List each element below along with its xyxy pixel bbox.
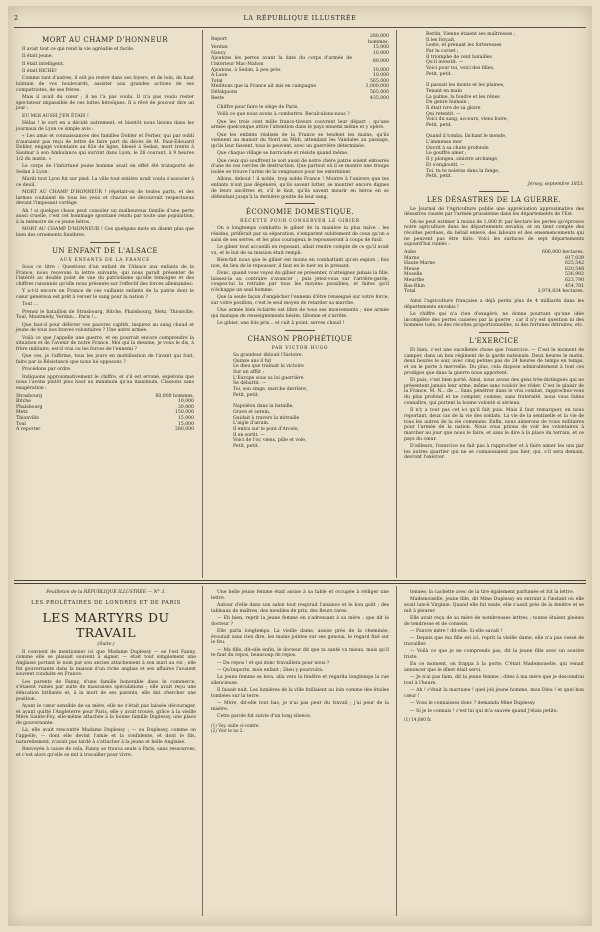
- column-1: [16, 32, 194, 437]
- paragraph: Cette parole fut suivie d'un long silence.: [217, 714, 312, 720]
- footnotes: [404, 717, 584, 722]
- paragraph: Il avait tout ce qui rend la vie agréable et facile.: [22, 47, 135, 52]
- paragraph: Comme tant d'autres, il eût pu rester dans ses foyers, et de loin, du haut lointain de vos boulevards, assister aux grandes actions de ses compatriotes, de ses frères.: [16, 76, 194, 93]
- poem-line: Voici pour toi, voici des filles,: [426, 66, 495, 72]
- paragraph: Le corps de l'infortuné jeune homme avait en effet été transporté de Sedan à Lyon.: [16, 164, 194, 175]
- paragraph: Que chaque village se barricade et résiste quand même.: [217, 151, 349, 157]
- paragraph: Ainsi l'agriculture française a déjà perdu plus de 4 milliards dans les départements envahis !: [404, 298, 584, 310]
- poem-line: Petit, petit.: [233, 392, 259, 398]
- table-row: A reporter 280,000: [16, 427, 194, 433]
- poem-line: Il les forçait,: [426, 37, 456, 43]
- paragraph: Mardi tout Lyon fut sur pied. La ville tout entière avait voulu s'associer à ce deuil.: [16, 177, 194, 188]
- paragraph: — Je n'ai pas faim, dit la jeune femme ; dites à ma mère que je descendrai tout à l'heure.: [404, 675, 584, 686]
- table-row: Moselle 536,992: [404, 272, 584, 278]
- paragraph: — Ma fille, dit-elle enfin, le docteur dit que ta santé va mieux, mais qu'il te faut du repos, beaucoup de repos.: [211, 647, 389, 659]
- poem-line: Ouvrit à sa chute profonde: [426, 145, 489, 151]
- paragraph: Le gibier tout accueilli en reposant, allait rendre compte de ce qu'il avait vu, et le but de sa mission était rempli.: [211, 244, 389, 256]
- table-row: Nancy 10,000: [211, 50, 389, 56]
- departments-table: [404, 250, 584, 295]
- article-title: CHANSON PROPHÉTIQUE: [247, 335, 353, 344]
- section-rule: [479, 332, 509, 333]
- paragraph: Hélas ! le sort en a décidé autrement, et bientôt nous lisions dans les journaux de Lyon ce simple avis :: [16, 120, 194, 132]
- article-body: [404, 299, 584, 329]
- table-row: Meurthe 623,790: [404, 278, 584, 284]
- paragraph: — Vous le connaissez donc ? demanda Mme Duplessy.: [410, 701, 536, 707]
- paragraph: — Si je le connais ! c'est lui qui m'a sauvée quand j'étais petite.: [410, 708, 559, 714]
- paragraph: EU MOI AUSSI J'EN ÉTAIS !: [22, 113, 89, 119]
- paragraph: Elle parla longtemps. La vieille dame, assise près de la cheminée, écoutait sans rien dire, les mains jointes sur ses genoux, le regard fixé sur le feu.: [211, 629, 389, 646]
- poem-line: Petit, petit.: [426, 123, 452, 128]
- column-divider: [202, 586, 203, 916]
- paragraph: Mademoiselle, jeune fille, dit Mme Duplessy en entrant à l'instant où elle avait lancé Virginie. Quand elle fut seule, elle s'assit près de la fenêtre et se mit à pleurer.: [404, 597, 584, 614]
- poem-line: Grave et serein,: [233, 409, 271, 415]
- paragraph: Sous ce titre : Questions d'un enfant de l'Alsace aux enfants de la France, nous recevons la lettre suivante, qui nous paraît présenter de l'intérêt au double point de vue du patriotisme qu'elle témoigne et des chiffres raisonnés qu'elle nous présente sur l'effectif des forces allemandes:: [16, 264, 194, 287]
- poem-line: Toi, tu te noieras dans la fange,: [426, 168, 500, 174]
- section-rule: [285, 203, 315, 204]
- column-3: [404, 32, 584, 463]
- newspaper-page: [8, 6, 592, 926]
- section-rule: [285, 330, 315, 331]
- poem-line: Leste, et prenant les forteresses: [426, 43, 502, 49]
- paragraph: Mais il avait du cœur ; il ne l'a pas voulu. Il n'a pas voulu rester spectateur impassible de ces luttes héroïques. Il a rêvé de pouvoir dire un jour :: [16, 94, 194, 112]
- paragraph: — Qu'importe, mon enfant ; Dieu y pourvoira.: [217, 668, 324, 673]
- paragraph: Il était intelligent,: [22, 61, 65, 67]
- table-row: Marne 817,039: [404, 255, 584, 261]
- table-row: Total 3,974,834 hectares.: [404, 289, 584, 295]
- table-row: Thionville 15,000: [16, 416, 194, 421]
- paragraph: On ne peut estimer à moins de 1,000 fr. par hectare les pertes qu'éprouve notre agriculture dans les départements envahis, et on tient compte des récoltes perdues, du bétail enlevé, des labours et des ensemencements qui ne peuvent pas être faits. Voici les surfaces de sept départements aujourd'hui ruinés :: [404, 219, 584, 248]
- paragraph: Le gibier, une fois pris... et cuit à point, serves chaud !: [217, 321, 345, 327]
- poem-line: Toi, son singe, marche derrière,: [233, 387, 308, 393]
- article-body: [16, 265, 194, 392]
- article-body: [404, 348, 584, 461]
- poem-continued: [404, 32, 584, 180]
- paragraph: Que la seule façon d'empêcher l'ennemi d'être renseigné sur votre force, sur votre position, c'est le seul moyen de retarder sa marche.: [211, 295, 389, 307]
- paragraph: Allons, debout ! il noble, trop noble France ! Montre à l'univers que tes enfants n'ont pas dégénéré, qu'ils savent lutter, se montrer encore dignes de leurs ancêtres et, s'il le faut, qu'ils savent mourir en héros en se défendant jusqu'à la dernière goutte de leur sang.: [211, 177, 389, 200]
- paragraph: tenuée, la cachette avec de la tire également parfumée et fut la lettre.: [410, 590, 575, 595]
- poem-line: Il passait les monts et les plaines,: [426, 83, 505, 89]
- column-divider: [202, 30, 203, 578]
- paragraph: Le Journal de l'Agriculture publie une appréciation approximative des désastres causés par l'armée prussienne dans les départements de l'Est.: [404, 206, 584, 218]
- table-row: Metz 150,000: [16, 410, 194, 416]
- table-row: A Laon 10,000: [211, 73, 389, 79]
- article-body: [16, 47, 194, 239]
- poem-line: L'immense mer: [426, 140, 462, 146]
- troops-table: [16, 394, 194, 433]
- feuilleton-column-2: [211, 590, 389, 734]
- table-row: Ajoutons les pertes avant la date du corps d'armée de l'intérieur Mac-Mahon 80,000: [211, 56, 389, 67]
- feuilleton-rule: [14, 580, 586, 581]
- poem-line: Qu'il investit. —: [426, 60, 464, 66]
- feuilleton-subtitle: LES PROLÉTAIRES DE LONDRES ET DE PARIS: [31, 600, 181, 606]
- page-number: 2: [14, 14, 19, 22]
- table-row: Aube 606,000 hectares.: [404, 250, 584, 256]
- feuilleton-suite: (Suite.): [97, 641, 115, 647]
- paragraph: Une belle jeune femme était assise à sa table et occupée à rédiger une lettre.: [211, 590, 389, 601]
- article-body: [211, 226, 389, 327]
- feuilleton-title: LES MARTYRS DU TRAVAIL: [42, 609, 170, 640]
- paragraph: Les parents de Fanny, d'une famille honorable dans le commerce, s'étaient ruinés par suite de mauvaises spéculations ; elle avait reçu une éducation brillante et, à la mort de ses parents, elle dut chercher une position.: [16, 679, 196, 702]
- poem-line: Quand il tomba, lâchant le monde,: [426, 134, 507, 140]
- poem-line: Sur un affût ;: [233, 370, 264, 376]
- table-row: Reste 435,000: [211, 95, 389, 101]
- paragraph: Là, elle avait rencontré Madame Duplessy ; — ou Duplessy, comme on l'appelle, — dont elle devint l'amie et la confidente, et dont le fils, naturellement, n'avait pas tardé à s'attacher à la jeune et belle Anglaise.: [16, 728, 196, 745]
- feuilleton-kicker: Feuilleton de la RÉPUBLIQUE ILLUSTRÉE — N° 3.: [46, 590, 166, 595]
- poem-line: Napoléon dans la bataille,: [233, 404, 294, 410]
- paragraph: — Voilà ce que je ne comprends pas, dit la jeune fille avec un sourire triste.: [404, 649, 584, 660]
- paragraph: Il était RICHE!: [22, 68, 57, 74]
- paragraph: Bien-fait nous que le gibier est moins en combattant qu'en espion ; fois non, du lieu de le repousser, il faut en le tuer en le prenant.: [211, 257, 389, 269]
- paragraph: Indiquons approximativement le chiffre, et s'il est erroné, espérons que nous l'avons plutôt plus haut au minimum qu'au maximum. Classons sans exagération :: [16, 374, 194, 391]
- header-rule: [14, 27, 586, 28]
- feuilleton-column-3: [404, 590, 584, 723]
- paragraph: — Mère, dit-elle tout bas, je n'ai pas peur du travail ; j'ai peur de la misère.: [211, 701, 389, 712]
- column-divider: [396, 30, 397, 578]
- paragraph: Autour d'elle dans son salon tout respirait l'aisance et le bon goût ; des tableaux de maîtres, des meubles de prix, des fleurs rares.: [211, 603, 389, 614]
- poem-line: Le dieu que traînait la victoire: [233, 364, 304, 370]
- poem: [211, 353, 389, 450]
- paragraph: Que les enfants réalisés de la France se tendent les mains, qu'ils viennent au manoir du Nord au Midi, attendant les Vandales au passage, qu'ils leur fassent, tous le peuvent, avec un guerrière déterminée.: [211, 132, 389, 150]
- table-row: Strasbourg 60,000 hommes.: [16, 393, 194, 399]
- poem-line: Petit, petit.: [426, 71, 452, 77]
- poem-line: La palme, la foudre et les rênes: [426, 94, 500, 100]
- table-row: Ajoutons, à Sedan, à peu près 10,000: [211, 67, 389, 73]
- paragraph: — Ah ! c'était la marraine ! quel joli jeune homme, mon Dieu ! et quel bon cœur !: [404, 688, 584, 699]
- article-body: [211, 105, 389, 200]
- newspaper-title: LA RÉPUBLIQUE ILLUSTRÉE: [243, 14, 357, 22]
- poem-line: Guidait à travers la mitraille: [233, 415, 300, 421]
- table-row: Report 280,000 hommes.: [211, 34, 389, 45]
- paragraph: MORT AU CHAMP D'HONNEUR ! Ces quelques mots en disent plus que bien des ornements funèbres.: [16, 227, 194, 239]
- article-title: LES DÉSASTRES DE LA GUERRE.: [426, 195, 562, 204]
- table-row: Total 565,000: [211, 78, 389, 84]
- poem-line: Du genre humain ;: [426, 100, 470, 106]
- paragraph: Elle avait reçu de sa mère de nombreuses lettres ; toutes étaient pleines de tendresse et de conseils.: [404, 616, 584, 627]
- poem-line: Et s'engloutit. —: [426, 162, 465, 168]
- poem-line: Il triomphe de cent batailles: [426, 54, 492, 60]
- paragraph: Et puis, c'est bien porté. Ainsi, nous avons des gens très-distingués qui ne présentent jamais leur arme, même sans vouloir les rôder. C'est le plaisir de la France. M. N... de ... Sans pénétrer dans le vrai combat, rapprochez-vous du plus profond et ne compter, comme, sans fraternité, nous vous faites connaître, qui portent la bonne volonté si sérieux.: [404, 378, 584, 406]
- paragraph: Une armée bien éclairée est libre de tous ses mouvements ; une armée qui manque de renseignements hésite, tâtonne et s'arrête.: [211, 308, 389, 320]
- poem-line: Il était ivre de sa gloire: [426, 105, 481, 111]
- paragraph: Ayant le cœur sensible de sa mère, elle ne s'était pas laissée décourager, et ayant quitté l'Angleterre pour Paris, elle y avait trouvé, grâce à la vieille Mère Sainte-Foy, elle-même attachée à la bonne famille Duplessy, une place de gouvernante.: [16, 704, 196, 727]
- table-row: Verdun 15,000: [211, 45, 389, 51]
- paragraph: Renvoyée à cause de cela, Fanny se trouva seule à Paris, sans ressources, et c'est alors qu'elle se mit à travailler pour vivre.: [16, 747, 196, 758]
- article-title: MORT AU CHAMP D'HONNEUR: [42, 36, 168, 44]
- paragraph: Donc, quand vous voyez du gibier se présenter, n'atteignez jamais la fille, laissez-la au contraire s'avancer ; puis jetez-vous sur l'arrière-garde, coupez-lui la retraite par tous les moyens possibles, et faites qu'il n'échappe un seul homme.: [211, 270, 389, 294]
- poem-line: Berlin, Vienne étaient ses maîtresses ;: [426, 32, 516, 37]
- article-body: [404, 207, 584, 249]
- poem-line: Il en sortit. —: [233, 432, 265, 438]
- paragraph: Il n'y a tout pas cet ici qu'il fait puis. Mais il faut remarquer, en nous reportant, deux cas de la vie des soldats. La vie de la sentinelle et la vie de tous les autres de la vie commune. Enfin, nous aimerons de vrais militaires pour l'armée de la nation. Nous vous prions de voir les volontaires à marcher au jour que nous le faire, et sans le dire à la place du terrain, et ce pays du cœur.: [404, 408, 584, 442]
- paragraph: Que ces, je l'affirme, tous les jours en mobilisation de l'avant qui font, faire par la Résistance que nous lui opposons ?: [16, 354, 194, 365]
- paragraph: Que ceux qui souffrent le soit aussi de notre chère patrie soient entourés d'une de ces cercles de destruction. Que partout où il se montre une troupe isolée se trouve l'arme de la vengeance pour les exterminer.: [211, 158, 389, 176]
- poem-line: Le gouffre amer ;: [426, 151, 467, 157]
- column-2: [211, 32, 389, 450]
- article-kicker: PAR VICTOR HUGO: [271, 346, 329, 352]
- article-kicker: RECETTE POUR CONSERVER LE GIBIER: [240, 219, 360, 225]
- table-row: Meuse 620,548: [404, 266, 584, 272]
- troops-table-continued: [211, 34, 389, 101]
- footnotes: [211, 723, 389, 734]
- poem-line: L'aigle d'airain.: [233, 421, 270, 427]
- paragraph: Chiffre pour faire le siège de Paris.: [217, 105, 299, 111]
- paragraph: Y a-t-il encore en France de ces vaillants enfants de la patrie dont le cœur généreux est prêt à verser le sang pour la nation ?: [16, 289, 194, 300]
- paragraph: On a longtemps combattu le gibier de la manière la plus naïve : les résidus, préférait par sa séparation, s'emparent subitement de ceux qu'on a saisi de ses serres, et les plus courageux le repousseront à coups de fusil.: [211, 226, 389, 243]
- poem-line: Il entra sur le pont d'Arcole,: [233, 426, 299, 432]
- poem-line: L'Europe sous sa loi guerrière: [233, 375, 304, 381]
- paragraph: Prenez le bataillon de Strasbourg, Bitche, Phalsbourg, Metz, Thionville, Toul, Montmédy, Verdun... Paris !...: [16, 309, 194, 321]
- paragraph: — Du repos ! et qui donc travaillera pour nous ?: [217, 660, 330, 666]
- section-rule: [90, 242, 120, 243]
- footnote: (1) Voy. suite ci-contre.: [211, 723, 260, 728]
- paragraph: Ah ! si quelque chose peut consoler un malheureux famille d'une perte aussi cruelle, c'est cet hommage spontané rendu par toute une population, à la mémoire de ce jeune héros.: [16, 208, 194, 226]
- poem-line: Tenant en main: [426, 88, 463, 94]
- paragraph: Il faisait nuit. Les lumières de la ville brillaient au loin comme des étoiles tombées sur la terre.: [211, 688, 389, 699]
- paragraph: « Les amis et connaissances des familles Dobler et Ferber, qui par oubli n'auraient pas reçu de lettre de faire part du décès de M. Paul-Édouard Dobler, engagé volontaire au 82e de ligne, blessé à Sedan, mort trente à Saumur à son Ambulance qui survint dans Lyon, le 26 courant, à 9 heures 1/2 du matin. »: [16, 133, 194, 162]
- paragraph: Il convient de mentionner ici que Madame Duplessy — se l'est Fanny, comme elle se plaisait souvent à signer, — était tout simplement une Anglaise portant le nom par son ancien attachement à son mari au roi ; elle fut gouvernante dans la maison d'un riche anglais et ses affaires l'avaient souvent conduite en France.: [16, 649, 196, 678]
- paragraph: Voilà ce que j'appelle une guerre, et en pourrait encore comprendre la situation et de l'avenir de notre France. Moi qui la dessine, je vous le dis, à frère militaire, est-il vrai ou les forces de l'ennemi ?: [16, 335, 194, 352]
- poem-line: Se débattit. —: [233, 381, 267, 387]
- poem-line: Voici du sang, accours, viens boire,: [426, 117, 509, 123]
- table-row: Phalsbourg 30,000: [16, 404, 194, 410]
- poem-line: Voici de l'or, viens, pille et vole,: [233, 438, 307, 444]
- feuilleton-body: [16, 650, 196, 759]
- paragraph: Il était jeune,: [22, 54, 54, 60]
- poem-line: Sa grandeur éblouit l'histoire.: [233, 353, 304, 359]
- column-divider: [396, 586, 397, 916]
- paragraph: Le chiffre qui n'a rien d'exagéré, ne donne pourtant qu'une idée incomplète des pertes causées par la guerre ; car il n'y est question ni des hommes tués, ni des récoltes proportionnelles, ni des fortunes détruites, etc.: [404, 311, 584, 329]
- table-row: Toul 15,000: [16, 421, 194, 427]
- paragraph: Que faut-il pour délivrer ces pauvres captifs, inspirez au sang chaud et jeune de tous nos braves volontaires ? Une autre armée.: [16, 322, 194, 334]
- paragraph: — Eh bien, reprit la jeune femme en s'adressant à sa mère : que dit le docteur ?: [211, 616, 389, 627]
- paragraph: La jeune femme se leva, alla vers la fenêtre et regarda longtemps la rue silencieuse.: [211, 675, 389, 686]
- paragraph: D'ailleurs, l'exercice ne fait pas à rapprocher et à faire aimer les uns par les autres quartier qui ne se connaissaient pas hier, qui, s'il sera demain, devront l'exercer.: [404, 443, 584, 461]
- feuilleton: [16, 590, 196, 760]
- paragraph: Que les trois cent mille francs-tireurs couvrent leur départ ; qu'une armée quelconque attire l'attention dans le pays ennemi même et y opère.: [211, 119, 389, 131]
- paragraph: Voilà ce que nous avons à combattre. Recalculons-nous ?: [217, 112, 350, 118]
- article-kicker: AUX ENFANTS DE LA FRANCE: [59, 257, 151, 263]
- paragraph: MORT AU CHAMP D'HONNEUR ! répétait-on de toutes parts, et des larmes coulaient de tous les yeux et chacun se découvrait respectueux devant l'imposant cortège.: [16, 190, 194, 207]
- article-title: UN ENFANT DE L'ALSACE: [52, 246, 158, 255]
- paragraph: Et bien, c'est une excellente chose que l'exercice. — C'est le moment de camper, dans un bon régiment de la garde nationale. Deux heures le matin, deux heures le soir, avec cinq petites pas de 24 heures de temps en temps, et on le porte à merveille. Du plus, cela dispose admirablement à tout ces prodiges que dans la guerre nous apportent.: [404, 347, 584, 376]
- paragraph: — Depuis que ma fille est ici, reprit la vieille dame, elle n'a pas cessé de travailler.: [404, 636, 584, 647]
- feuilleton-rule-2: [14, 583, 586, 584]
- poem-line: Petit, petit.: [426, 174, 452, 180]
- table-row: Défalquons 565,000: [211, 89, 389, 95]
- poem-line: Quinze ans il fut: [233, 358, 272, 364]
- poem-line: Par le corset ;: [426, 49, 459, 55]
- poem-line: Il y plongea, sinistre archange,: [426, 157, 499, 163]
- footnote: (2) Voir le no 2.: [211, 728, 244, 734]
- table-row: Bas-Rhin 454,781: [404, 283, 584, 289]
- section-rule: [479, 191, 509, 192]
- paragraph: — Pauvre mère ! dit-elle. Si elle savait !: [410, 629, 503, 634]
- running-header: [8, 12, 592, 26]
- table-row: Haute-Marne 625,542: [404, 261, 584, 267]
- article-title: L'EXERCICE: [469, 336, 519, 345]
- paragraph: En ce moment, on frappa à la porte. C'était Mademoiselle, qui venait annoncer que le dîner était servi.: [404, 662, 584, 673]
- article-title: ÉCONOMIE DOMESTIQUE.: [245, 208, 355, 217]
- poem-signature: Jersey, septembre 1853.: [527, 181, 584, 187]
- poem-line: Qui retentit. —: [426, 111, 461, 117]
- footnote: (1) 14,000 fr.: [404, 717, 432, 723]
- table-row: Bitche 10,000: [16, 399, 194, 405]
- paragraph: Procédons par ordre.: [22, 367, 72, 373]
- poem-line: Petit, petit.: [233, 444, 259, 450]
- paragraph: Tout ...: [22, 302, 39, 308]
- table-row: Méditons que la France ait mis en campagne 1,000,000: [211, 84, 389, 90]
